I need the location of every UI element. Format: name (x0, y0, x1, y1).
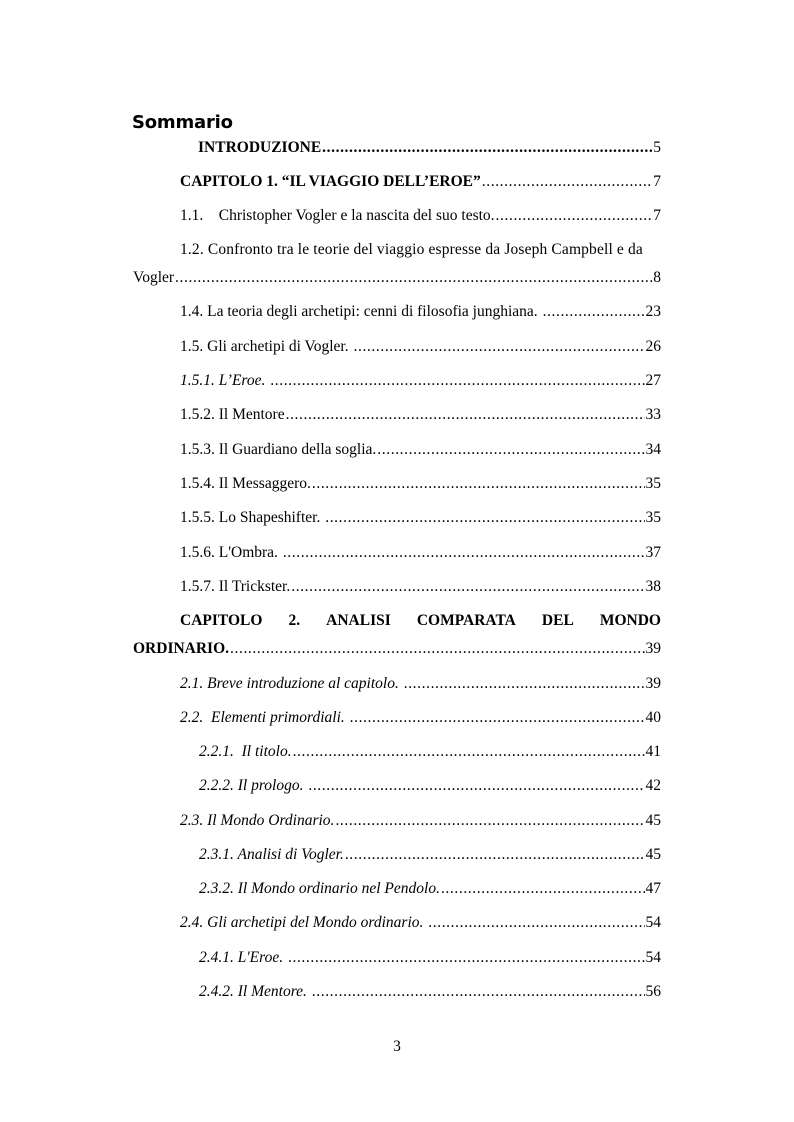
toc-entry-2-3[interactable] (180, 812, 661, 830)
toc-entry-page: 56 (645, 983, 661, 1000)
toc-entry-page: 39 (645, 675, 661, 692)
toc-entry-label: 2.2.1. Il titolo. (199, 743, 292, 760)
toc-entry-2-1[interactable] (180, 675, 661, 693)
toc-entry-page: 37 (645, 544, 661, 561)
toc-entry-label: ORDINARIO. (133, 640, 230, 657)
toc-entry-page: 8 (653, 269, 661, 286)
toc-entry-1-5-5[interactable] (180, 509, 661, 527)
toc-entry-1-5-4[interactable] (180, 475, 661, 493)
toc-entry-label: INTRODUZIONE (198, 139, 322, 156)
toc-entry-1-5-7[interactable] (180, 578, 661, 596)
toc-entry-capitolo-2-line1[interactable]: CAPITOLO 2. ANALISI COMPARATA DEL MONDO (180, 612, 661, 629)
toc-entry-capitolo-1[interactable] (180, 173, 661, 191)
toc-entry-label: 1.5. Gli archetipi di Vogler. (180, 338, 353, 355)
toc-entry-label: 1.1. Christopher Vogler e la nascita del suo testo. (180, 207, 495, 224)
toc-entry-page: 27 (645, 372, 661, 389)
toc-entry-label: 2.3. Il Mondo Ordinario. (180, 812, 335, 829)
toc-entry-label: 2.2. Elementi primordiali. (180, 709, 349, 726)
toc-entry-page: 39 (645, 640, 661, 657)
toc-entry-label: 2.3.2. Il Mondo ordinario nel Pendolo. (199, 880, 440, 897)
toc-entry-1-5-2[interactable] (180, 406, 661, 424)
toc-entry-2-4[interactable] (180, 914, 661, 932)
toc-entry-page: 40 (645, 709, 661, 726)
toc-entry-2-3-2[interactable] (199, 880, 661, 898)
toc-entry-page: 34 (645, 441, 661, 458)
toc-entry-label: 2.2.2. Il prologo. (199, 777, 308, 794)
toc-entry-page: 7 (653, 207, 661, 224)
toc-entry-page: 54 (645, 949, 661, 966)
toc-entry-page: 38 (645, 578, 661, 595)
toc-entry-page: 45 (645, 812, 661, 829)
toc-entry-capitolo-2-line2[interactable] (133, 640, 661, 658)
toc-entry-1-5[interactable] (180, 338, 661, 356)
toc-entry-1-5-3[interactable] (180, 441, 661, 459)
toc-entry-page: 47 (645, 880, 661, 897)
toc-entry-label: 2.4.2. Il Mentore. (199, 983, 311, 1000)
page-number: 3 (393, 1038, 401, 1055)
toc-entry-page: 26 (645, 338, 661, 355)
toc-entry-page: 42 (645, 777, 661, 794)
toc-entry-label: 1.5.6. L'Ombra. (180, 544, 282, 561)
toc-entry-page: 35 (645, 475, 661, 492)
toc-entry-label: 1.5.3. Il Guardiano della soglia. (180, 441, 377, 458)
toc-entry-1-2-line2[interactable] (133, 269, 661, 287)
toc-entry-page: 23 (645, 303, 661, 320)
toc-entry-page: 35 (645, 509, 661, 526)
toc-entry-2-2[interactable] (180, 709, 661, 727)
toc-entry-label: CAPITOLO 1. “IL VIAGGIO DELL’EROE” (180, 173, 481, 190)
toc-entry-1-5-1[interactable] (180, 372, 661, 390)
toc-entry-label: Vogler (133, 269, 175, 286)
toc-entry-page: 5 (653, 139, 661, 156)
toc-entry-2-2-2[interactable] (199, 777, 661, 795)
toc-entry-page: 41 (645, 743, 661, 760)
toc-entry-label: 1.2. Confronto tra le teorie del viaggio espresse da Joseph Campbell e da (180, 241, 643, 258)
toc-entry-label: 1.4. La teoria degli archetipi: cenni di filosofia junghiana. (180, 303, 542, 320)
toc-entry-1-2-line1[interactable] (180, 241, 661, 259)
toc-entry-label: 2.3.1. Analisi di Vogler. (199, 846, 344, 863)
toc-entry-page: 33 (645, 406, 661, 423)
toc-entry-2-4-2[interactable] (199, 983, 661, 1001)
toc-entry-label: 2.4. Gli archetipi del Mondo ordinario. (180, 914, 428, 931)
toc-entry-1-4[interactable] (180, 303, 661, 321)
toc-entry-label: 2.1. Breve introduzione al capitolo. (180, 675, 403, 692)
toc-entry-2-3-1[interactable] (199, 846, 661, 864)
toc-entry-page: 54 (645, 914, 661, 931)
toc-entry-page: 7 (653, 173, 661, 190)
toc-entry-label: 1.5.2. Il Mentore (180, 406, 285, 423)
toc-entry-page: 45 (645, 846, 661, 863)
toc-title: Sommario (132, 112, 233, 133)
toc-entry-introduzione[interactable] (198, 139, 661, 157)
toc-entry-label: 1.5.5. Lo Shapeshifter. (180, 509, 325, 526)
toc-entry-2-4-1[interactable] (199, 949, 661, 967)
toc-entry-label: 1.5.4. Il Messaggero. (180, 475, 311, 492)
toc-entry-1-1[interactable] (180, 207, 661, 225)
toc-entry-1-5-6[interactable] (180, 544, 661, 562)
toc-entry-label: 1.5.1. L’Eroe. (180, 372, 270, 389)
toc-entry-2-2-1[interactable] (199, 743, 661, 761)
toc-entry-label: 1.5.7. Il Trickster. (180, 578, 291, 595)
toc-entry-label: 2.4.1. L'Eroe. (199, 949, 287, 966)
